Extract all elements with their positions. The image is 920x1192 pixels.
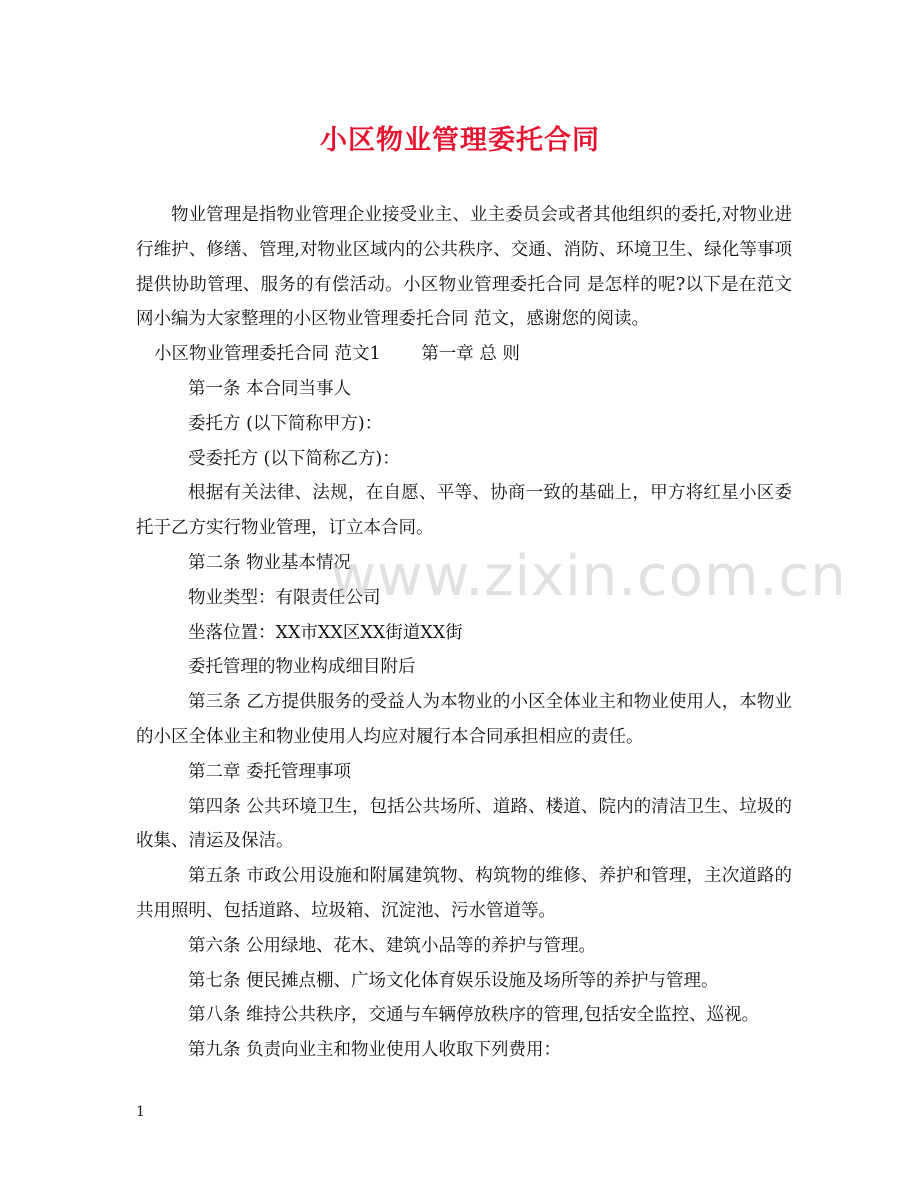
clause-paragraph: 受委托方 (以下简称乙方)：	[188, 448, 400, 469]
document-body	[136, 198, 792, 1068]
intro-paragraph: 物业管理是指物业管理企业接受业主、业主委员会或者其他组织的委托,对物业进行维护、修缮、管理,对物业区域内的公共秩序、交通、消防、环境卫生、绿化等事项提供协助管理、服务的有偿活动。小区物业管理委托合同 是怎样的呢?以下是在范文网小编为大家整理的小区物业管理委托合同 范文，感谢您的阅读。	[136, 205, 792, 330]
clause-paragraph: 委托管理的物业构成细目附后	[188, 657, 416, 678]
clause-paragraph: 第八条 维持公共秩序，交通与车辆停放秩序的管理,包括安全监控、巡视。	[188, 1005, 760, 1026]
clause-paragraph: 坐落位置：XX市XX区XX街道XX街	[188, 622, 463, 643]
clause-paragraph: 根据有关法律、法规，在自愿、平等、协商一致的基础上，甲方将红星小区委托于乙方实行物业管理，订立本合同。	[136, 483, 792, 539]
clause-paragraph: 第一条 本合同当事人	[188, 378, 352, 399]
chapter-heading: 第二章 委托管理事项	[188, 761, 352, 782]
clause-paragraph: 第七条 便民摊点棚、广场文化体育娱乐设施及场所等的养护与管理。	[188, 970, 719, 991]
clause-paragraph: 第六条 公用绿地、花木、建筑小品等的养护与管理。	[188, 935, 597, 956]
clause-paragraph: 第九条 负责向业主和物业使用人收取下列费用：	[188, 1040, 562, 1061]
clause-paragraph: 委托方 (以下简称甲方)：	[188, 413, 383, 434]
document-title: 小区物业管理委托合同	[320, 125, 600, 156]
watermark: www.zixin.com.cn	[330, 544, 847, 609]
clause-paragraph: 第四条 公共环境卫生，包括公共场所、道路、楼道、院内的清洁卫生、垃圾的收集、清运及保洁。	[136, 796, 792, 852]
clause-paragraph: 第二条 物业基本情况	[188, 552, 352, 573]
clause-paragraph: 第五条 市政公用设施和附属建筑物、构筑物的维修、养护和管理，主次道路的共用照明、包括道路、垃圾箱、沉淀池、污水管道等。	[136, 866, 792, 921]
clause-paragraph: 物业类型：有限责任公司	[188, 587, 381, 608]
chapter-heading-line: 小区物业管理委托合同 范文1 第一章 总 则	[154, 344, 520, 365]
page-number: 1	[136, 1104, 145, 1120]
clause-paragraph: 第三条 乙方提供服务的受益人为本物业的小区全体业主和物业使用人，本物业的小区全体业主和物业使用人均应对履行本合同承担相应的责任。	[136, 692, 792, 747]
